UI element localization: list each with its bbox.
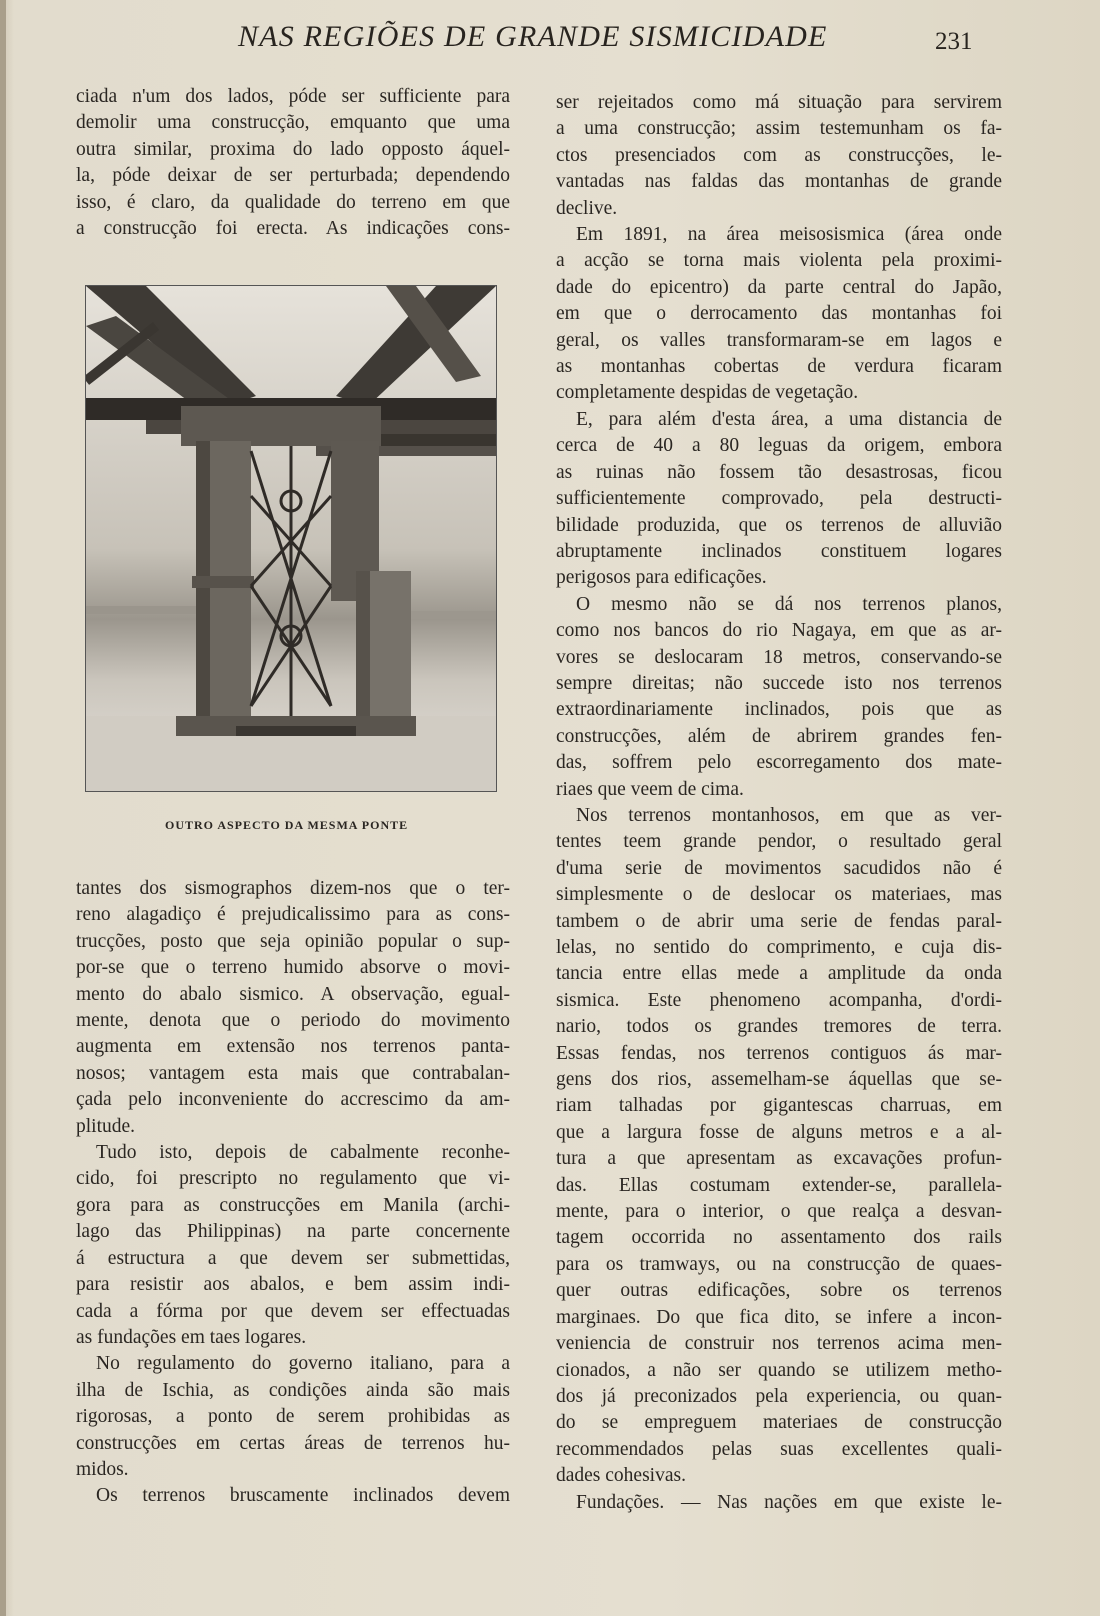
text-line: dos já preconizados pela experiencia, ou quan- — [556, 1385, 1002, 1407]
page-edge-shadow — [0, 0, 6, 1616]
text-line: Fundações. — Nas nações em que existe le- — [576, 1491, 1002, 1513]
text-line: cido, foi prescripto no regulamento que vi- — [76, 1168, 510, 1190]
text-line: E, para além d'esta área, a uma distancia de — [576, 408, 1002, 430]
text-line: a acção se torna mais violenta pela proximi- — [556, 250, 1002, 272]
bridge-photograph — [85, 285, 497, 792]
text-line: vantadas nas faldas das montanhas de grande — [556, 171, 1002, 193]
text-line: plitude. — [76, 1115, 136, 1137]
running-header-title: NAS REGIÕES DE GRANDE SISMICIDADE — [238, 20, 828, 53]
text-line: dade do epicentro) da parte central do Japão, — [556, 276, 1002, 298]
text-line: completamente despidas de vegetação. — [556, 382, 859, 404]
text-line: mento do abalo sismico. A observação, egual- — [76, 983, 510, 1005]
page-number: 231 — [935, 28, 973, 55]
text-line: sismica. Este phenomeno acompanha, d'ordi- — [556, 989, 1002, 1011]
text-line: cerca de 40 a 80 leguas da origem, embora — [556, 435, 1002, 457]
text-line: O mesmo não se dá nos terrenos planos, — [576, 593, 1002, 615]
text-line: bilidade produzida, que os terrenos de alluvião — [556, 514, 1002, 536]
text-line: midos. — [76, 1458, 129, 1480]
left-paragraphs-bottom — [76, 876, 510, 1510]
text-line: sufficientemente comprovado, pela destructi- — [556, 488, 1002, 510]
text-line: Tudo isto, depois de cabalmente reconhe- — [96, 1142, 510, 1164]
text-line: lelas, no sentido do comprimento, e cuja dis- — [556, 937, 1002, 958]
text-line: Os terrenos bruscamente inclinados devem — [96, 1485, 510, 1507]
text-line: dades cohesivas. — [556, 1465, 686, 1487]
text-line: outra similar, proxima do lado opposto áquel- — [76, 138, 510, 160]
text-line: construcções, além de abrirem grandes fen- — [556, 725, 1002, 747]
text-line: quer outras edificações, sobre os terrenos — [556, 1280, 1002, 1302]
text-line: tagem occorrida no assentamento dos rails — [556, 1227, 1002, 1249]
text-line: demolir uma construcção, emquanto que uma — [76, 112, 510, 134]
text-line: ciada n'um dos lados, póde ser sufficiente para — [76, 86, 510, 107]
text-line: declive. — [556, 197, 618, 219]
text-line: gens dos rios, assemelham-se áquellas que se- — [556, 1069, 1002, 1091]
text-line: No regulamento do governo italiano, para a — [96, 1353, 510, 1375]
text-line: tambem o de abrir uma serie de fendas paral- — [556, 910, 1002, 932]
text-line: marginaes. Do que fica dito, se infere a incon- — [556, 1306, 1002, 1328]
text-line: vores se deslocaram 18 metros, conservando-se — [556, 646, 1002, 668]
text-line: veniencia de construir nos terrenos acima men- — [556, 1333, 1002, 1355]
text-line: as montanhas cobertas de verdura ficaram — [556, 356, 1002, 378]
text-line: la, póde deixar de ser perturbada; dependendo — [76, 165, 510, 187]
text-line: ilha de Ischia, as condições ainda são mais — [76, 1379, 510, 1401]
text-line: das. Ellas costumam extender-se, parallela- — [556, 1174, 1002, 1196]
text-line: gora para as construcções em Manila (archi- — [76, 1194, 510, 1216]
text-line: riaes que veem de cima. — [556, 778, 744, 800]
text-line: nosos; vantagem esta mais que contrabalan- — [76, 1062, 510, 1084]
text-line: perigosos para edificações. — [556, 567, 767, 589]
text-line: á estructura a que devem ser submettidas, — [76, 1247, 510, 1269]
left-paragraph-top — [76, 84, 510, 242]
text-line: lago das Philippinas) na parte concernente — [76, 1221, 510, 1243]
text-line: çada pelo inconveniente do accrescimo da am- — [76, 1089, 510, 1111]
text-line: ser rejeitados como má situação para servirem — [556, 92, 1002, 113]
text-line: mente, denota que o periodo do movimento — [76, 1010, 510, 1032]
text-line: nario, todos os grandes tremores de terra. — [556, 1016, 1002, 1038]
text-line: isso, é claro, da qualidade do terreno em que — [76, 191, 510, 213]
text-line: trucções, posto que seja opinião popular o sup- — [76, 930, 510, 952]
text-line: por-se que o terreno humido absorve o movi- — [76, 957, 510, 979]
text-line: sempre direitas; não succede isto nos terrenos — [556, 672, 1002, 694]
text-line: tura a que apresentam as excavações profun- — [556, 1148, 1002, 1170]
text-line: as ruinas não fossem tão desastrosas, ficou — [556, 461, 1002, 483]
text-line: ctos presenciados com as construcções, le- — [556, 144, 1002, 166]
text-line: tancia entre ellas mede a amplitude da onda — [556, 963, 1002, 985]
text-line: recommendados pelas suas excellentes quali- — [556, 1438, 1002, 1460]
text-line: Essas fendas, nos terrenos contiguos ás mar- — [556, 1042, 1002, 1064]
text-line: do se empreguem materiaes de construcção — [556, 1412, 1002, 1434]
text-line: construcções em certas áreas de terrenos hu- — [76, 1432, 510, 1454]
text-line: cionados, a não ser quando se utilizem metho- — [556, 1359, 1002, 1381]
text-line: extraordinariamente inclinados, pois que as — [556, 699, 1002, 721]
text-line: Nos terrenos montanhosos, em que as ver- — [576, 804, 1002, 826]
text-line: em que o derrocamento das montanhas foi — [556, 303, 1002, 325]
text-line: d'uma serie de movimentos sacudidos não é — [556, 857, 1002, 879]
text-line: simplesmente o de deslocar os materiaes, mas — [556, 884, 1002, 906]
text-line: das, soffrem pelo escorregamento dos mate- — [556, 752, 1002, 774]
text-line: cada a fórma por que devem ser effectuadas — [76, 1300, 510, 1322]
text-line: reno alagadiço é prejudicalissimo para as cons- — [76, 904, 510, 926]
text-line: abruptamente inclinados constituem logares — [556, 540, 1002, 562]
text-line: a uma construcção; assim testemunham os fa- — [556, 118, 1002, 140]
text-line: para os tramways, ou na construcção de quaes- — [556, 1253, 1002, 1275]
text-line: tentes teem grande pendor, o resultado geral — [556, 831, 1002, 853]
text-line: geral, os valles transformaram-se em lagos e — [556, 329, 1002, 351]
figure-caption: OUTRO ASPECTO DA MESMA PONTE — [165, 818, 409, 832]
text-line: que a largura fosse de alguns metros e a al- — [556, 1121, 1002, 1143]
bridge-photo-illustration — [86, 286, 496, 791]
text-line: como nos bancos do rio Nagaya, em que as ar- — [556, 620, 1002, 642]
text-line: augmenta em extensão nos terrenos panta- — [76, 1036, 510, 1058]
text-line: mente, para o interior, o que realça a desvan- — [556, 1201, 1002, 1223]
text-line: as fundações em taes logares. — [76, 1326, 307, 1348]
text-line: riam talhadas por gigantescas charruas, em — [556, 1095, 1002, 1117]
text-line: Em 1891, na área meisosismica (área onde — [576, 224, 1002, 246]
right-paragraphs — [556, 90, 1002, 1516]
text-line: rigorosas, a ponto de serem prohibidas as — [76, 1406, 510, 1428]
text-line: para resistir aos abalos, e bem assim indi- — [76, 1274, 510, 1296]
text-line: a construcção foi erecta. As indicações cons- — [76, 218, 510, 240]
text-line: tantes dos sismographos dizem-nos que o ter- — [76, 878, 510, 899]
